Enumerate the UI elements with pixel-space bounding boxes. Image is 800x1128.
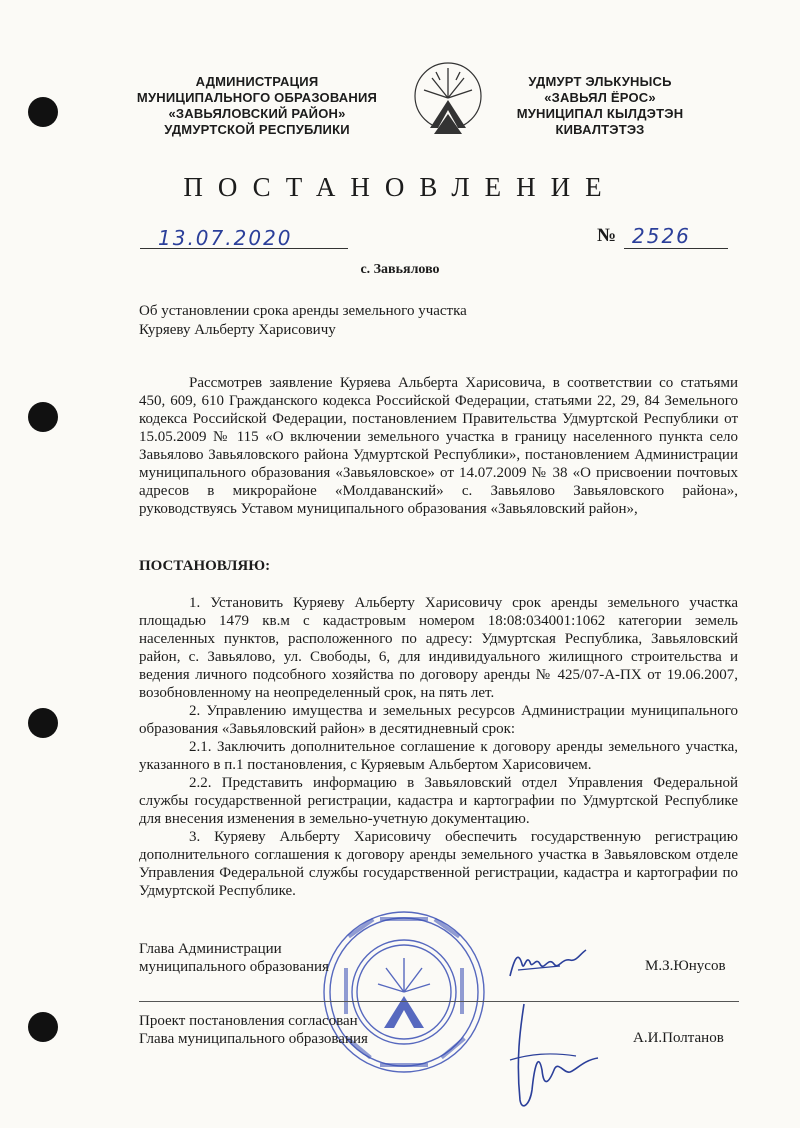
decree-items: [139, 594, 738, 900]
position-line: муниципального образования: [139, 959, 329, 975]
org-name-line: МУНИЦИПАЛ КЫЛДЭТЭН: [516, 106, 684, 121]
org-name-russian: [122, 74, 392, 138]
position-line: Проект постановления согласован: [139, 1013, 358, 1029]
number-field: [624, 226, 728, 249]
punch-hole: [28, 97, 58, 127]
signatory-1-position: [139, 940, 329, 976]
handwritten-number: 2526: [632, 224, 691, 248]
signatory-2-name: А.И.Полтанов: [633, 1030, 724, 1046]
signature-yunusov: [500, 940, 590, 990]
org-name-line: «ЗАВЬЯЛОВСКИЙ РАЙОН»: [168, 106, 346, 121]
org-name-line: «ЗАВЬЯЛ ЁРОС»: [544, 90, 656, 105]
decree-item: 2.1. Заключить дополнительное соглашение к договору аренды земельного участка, указанного в п.1 постановления, с Куряевым Альбертом Харисовичем.: [139, 739, 738, 773]
org-name-line: МУНИЦИПАЛЬНОГО ОБРАЗОВАНИЯ: [136, 90, 378, 105]
preamble-paragraph: Рассмотрев заявление Куряева Альберта Харисовича, в соответствии со статьями 450, 609, 610 Гражданского кодекса Российской Федерации, статьями 22, 29, 84 Земельного кодекса Российской Федерации, постановлением Правительства Удмуртской Республики от 15.05.2009 № 115 «О включении земельного участка в границу населенного пункта село Завьялово Завьяловского района Удмуртской Республики», постановлением Администрации муниципального образования «Завьяловское» от 14.07.2009 № 38 «О присвоении почтовых адресов в микрорайоне «Молдаванский» с. Завьялово Завьяловского района», руководствуясь Уставом муниципального образования «Завьяловский район»,: [139, 375, 738, 517]
punch-hole: [28, 708, 58, 738]
document-subject: [139, 302, 559, 340]
separator-line: [139, 1001, 739, 1002]
signatory-2-position: [139, 1012, 368, 1048]
position-line: Глава Администрации: [139, 941, 282, 957]
org-name-line: УДМУРТ ЭЛЬКУНЫСЬ: [528, 74, 672, 89]
punch-hole: [28, 1012, 58, 1042]
signatory-1-name: М.З.Юнусов: [645, 958, 726, 974]
place-of-issue: с. Завьялово: [360, 262, 440, 277]
org-name-line: АДМИНИСТРАЦИЯ: [195, 74, 319, 89]
subject-line: Об установлении срока аренды земельного участка: [139, 303, 467, 319]
position-line: Глава муниципального образования: [139, 1031, 368, 1047]
decree-heading: ПОСТАНОВЛЯЮ:: [139, 558, 271, 574]
decree-item: 2.2. Представить информацию в Завьяловский отдел Управления Федеральной службы государственной регистрации, кадастра и картографии по Удмуртской Республике для внесения изменения в земельно-учетную документацию.: [139, 775, 738, 827]
subject-line: Куряеву Альберту Харисовичу: [139, 322, 336, 338]
decree-item: 1. Установить Куряеву Альберту Харисовичу срок аренды земельного участка площадью 1479 кв.м с кадастровым номером 18:08:034001:1062 категории земель населенных пунктов, расположенного по адресу: Удмуртская Республика, Завьяловский район, с. Завьялово, ул. Свободы, 6, для индивидуального жилищного строительства и ведения личного подсобного хозяйства по договору аренды № 425/07-А-ПХ от 19.06.2007, возобновленному на неопределенный срок, на пять лет.: [139, 595, 738, 701]
org-name-line: КИВАЛТЭТЭЗ: [555, 122, 645, 137]
org-name-udmurt: [500, 74, 700, 138]
decree-item: 3. Куряеву Альберту Харисовичу обеспечить государственную регистрацию дополнительного соглашения к договору аренды земельного участка в Завьяловском отделе Управления Федеральной службы государственной регистрации, кадастра и картографии по Удмуртской Республике.: [139, 829, 738, 899]
number-label: №: [597, 225, 617, 246]
handwritten-date: 13.07.2020: [158, 226, 293, 250]
coat-of-arms-emblem-icon: [410, 58, 486, 140]
signature-poltanov: [480, 1000, 610, 1120]
decree-item: 2. Управлению имущества и земельных ресурсов Администрации муниципального образования «Завьяловский район» в десятидневный срок:: [139, 703, 738, 737]
date-field: [140, 226, 348, 249]
org-name-line: УДМУРТСКОЙ РЕСПУБЛИКИ: [164, 122, 350, 137]
document-title: ПОСТАНОВЛЕНИЕ: [183, 172, 617, 202]
punch-hole: [28, 402, 58, 432]
official-stamp: [320, 908, 488, 1076]
